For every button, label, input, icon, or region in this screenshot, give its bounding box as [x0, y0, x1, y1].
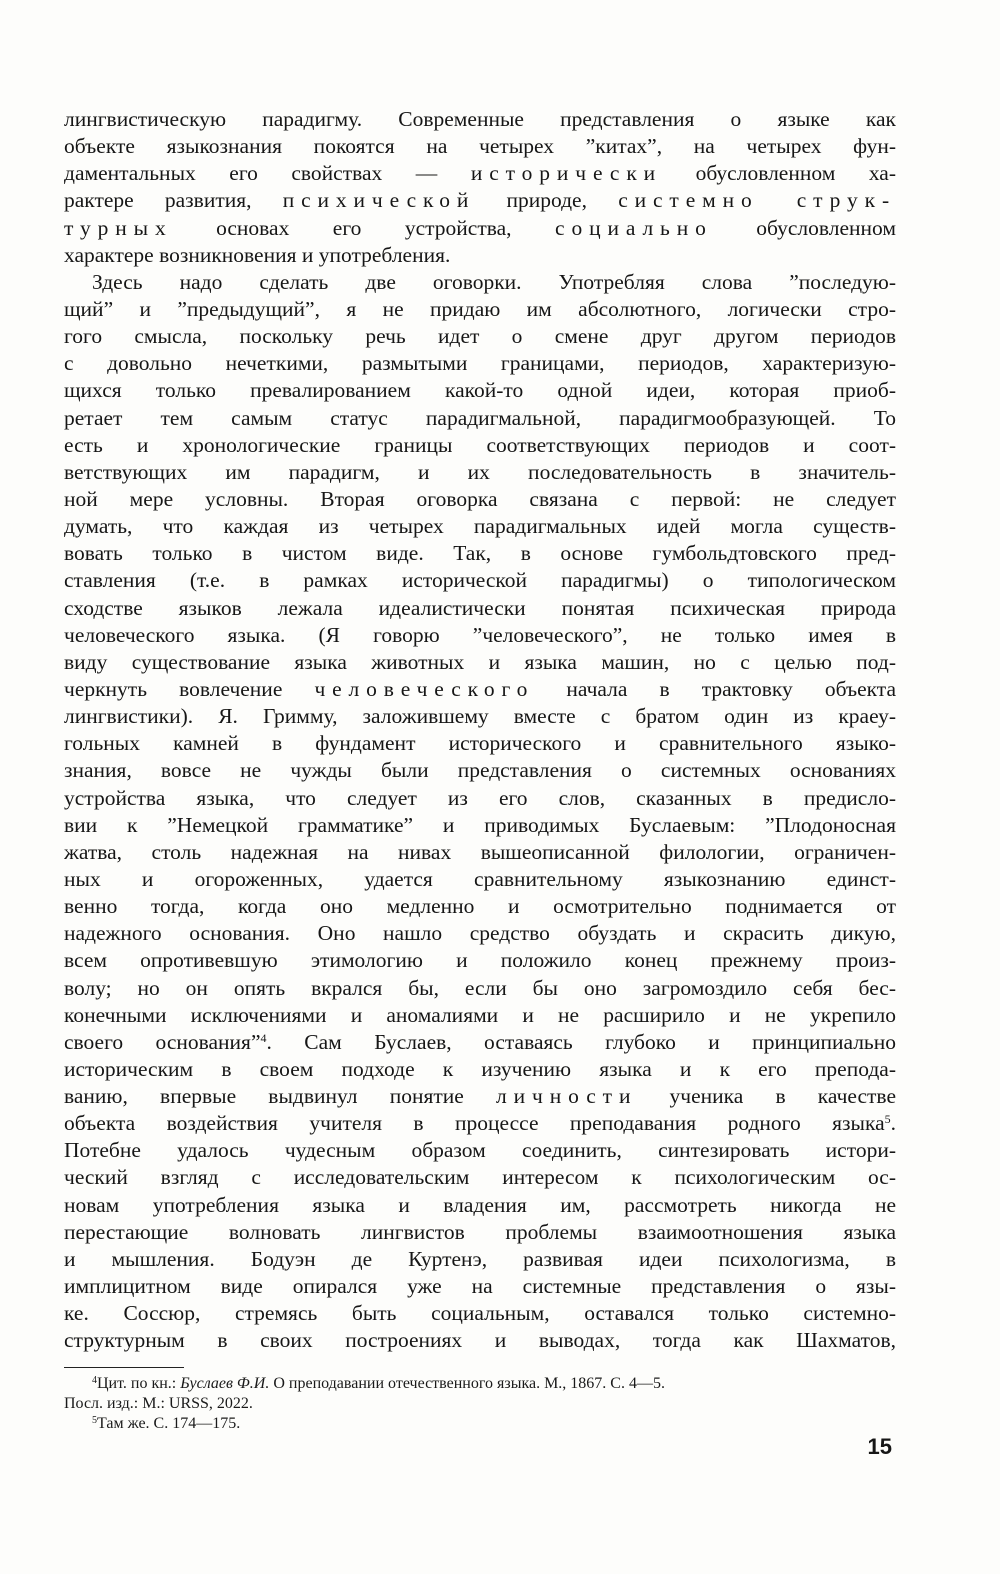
text-line: щихся только превалированием какой-то одной идеи, которая приоб-: [64, 378, 896, 403]
spaced-emphasis: личности: [496, 1084, 638, 1109]
footnote-ref-5[interactable]: 5: [884, 1112, 891, 1127]
text-line: волу; но он опять вкрался бы, если бы оно загромоздило себя бес-: [64, 975, 896, 1000]
footnote-ref-4[interactable]: 4: [260, 1030, 267, 1045]
text-line: виду существование языка животных и языка машин, но с целью под-: [64, 649, 896, 674]
text-line: есть и хронологические границы соответствующих периодов и соот-: [64, 432, 896, 457]
text-line: ставления (т.е. в рамках исторической парадигмы) о типологическом: [64, 568, 896, 593]
text-line: всем опротивевшую этимологию и положило конец прежнему произ-: [64, 948, 896, 973]
text-line: ветствующих им парадигм, и их последовательность в значитель-: [64, 459, 896, 484]
text-line: историческим в своем подходе к изучению языка и к его препода-: [64, 1056, 896, 1081]
footnote-5: $^5$Там же. С. 174—175.: [92, 1415, 241, 1432]
text-line: объекте языкознания покоятся на четырех ”китах”, на четырех фун-: [64, 134, 896, 159]
text-line: ретает тем самым статус парадигмальной, парадигмообразующей. То: [64, 405, 896, 430]
text-line: структурным в своих построениях и выводах, тогда как Шахматов,: [64, 1328, 896, 1353]
text-line: своего основания”$^4$. Сам Буслаев, оставаясь глубоко и принципиально: [64, 1029, 896, 1054]
text-line: щий” и ”предыдущий”, я не придаю им абсолютного, логически стро-: [64, 296, 896, 321]
text-line: и мышления. Бодуэн де Куртенэ, развивая идеи психологизма, в: [64, 1246, 896, 1271]
text-line: Здесь надо сделать две оговорки. Употребляя слова ”последую-: [92, 269, 896, 294]
page-number: 15: [867, 1434, 892, 1459]
text-line: сходстве языков лежала идеалистически понятая психическая природа: [64, 595, 896, 620]
spaced-emphasis: психической: [282, 188, 476, 213]
text-line: ной мере условны. Вторая оговорка связана с первой: не следует: [64, 486, 896, 511]
footnote-divider: [64, 1367, 184, 1368]
text-line: рактере развития, психической природе, системно струк-: [64, 188, 896, 213]
text-line: Потебне удалось чудесным образом соединить, синтезировать истори-: [64, 1138, 896, 1163]
text-line: с довольно нечеткими, размытыми границами, периодов, характеризую-: [64, 351, 896, 376]
footnotes: [64, 1374, 896, 1434]
text-line: надежного основания. Оно нашло средство обуздать и скрасить дикую,: [64, 921, 896, 946]
text-line: лингвистическую парадигму. Современные представления о языке как: [64, 107, 896, 131]
spaced-emphasis: системно струк-: [618, 188, 896, 213]
text-line: венно тогда, когда оно медленно и осмотрительно поднимается от: [64, 894, 896, 919]
text-line: характере возникновения и употребления.: [64, 242, 451, 267]
body-text: [64, 106, 896, 1354]
text-line: объекта воздействия учителя в процессе преподавания родного языка$^5$.: [64, 1111, 896, 1136]
text-line: жатва, столь надежная на нивах вышеописанной филологии, ограничен-: [64, 839, 896, 864]
text-line: турных основах его устройства, социально обусловленном: [64, 215, 896, 240]
spaced-emphasis: турных: [64, 215, 173, 240]
text-line: вии к ”Немецкой грамматике” и приводимых Буслаевым: ”Плодоносная: [64, 812, 896, 837]
footnote-4-continuation: Посл. изд.: М.: URSS, 2022.: [64, 1395, 253, 1412]
spaced-emphasis: социально: [555, 215, 713, 240]
spaced-emphasis: исторически: [470, 161, 663, 186]
text-line: ванию, впервые выдвинул понятие личности ученика в качестве: [64, 1084, 896, 1109]
text-line: конечными исключениями и аномалиями и не расширило и не укрепило: [64, 1002, 896, 1027]
text-line: ческий взгляд с исследовательским интересом к психологическим ос-: [64, 1165, 896, 1190]
text-line: даментальных его свойствах — исторически обусловленном ха-: [64, 161, 896, 186]
text-line: вовать только в чистом виде. Так, в основе гумбольдтовского пред-: [64, 541, 896, 566]
text-line: ке. Соссюр, стремясь быть социальным, оставался только системно-: [64, 1301, 896, 1326]
text-line: устройства языка, что следует из его слов, сказанных в предисло-: [64, 785, 896, 810]
spaced-emphasis: человеческого: [314, 676, 535, 701]
text-line: знания, вовсе не чужды были представления о системных основаниях: [64, 758, 896, 783]
text-line: ных и огороженных, удается сравнительному языкознанию единст-: [64, 866, 896, 891]
text-line: человеческого языка. (Я говорю ”человеческого”, не только имея в: [64, 622, 896, 647]
footnote-author: Буслаев Ф.И.: [180, 1375, 270, 1392]
text-line: гольных камней в фундамент исторического и сравнительного языко-: [64, 731, 896, 756]
text-line: гого смысла, поскольку речь идет о смене друг другом периодов: [64, 324, 896, 349]
text-line: новам употребления языка и владения им, рассмотреть никогда не: [64, 1192, 896, 1217]
text-line: черкнуть вовлечение человеческого начала в трактовку объекта: [64, 676, 896, 701]
text-line: имплицитном виде опирался уже на системные представления о язы-: [64, 1274, 896, 1299]
footnote-4: $^4$Цит. по кн.: Буслаев Ф.И. О преподавании отечественного языка. М., 1867. С. 4—5.: [92, 1375, 665, 1392]
text-line: лингвистики). Я. Гримму, заложившему вместе с братом один из краеу-: [64, 704, 896, 729]
text-line: думать, что каждая из четырех парадигмальных идей могла существ-: [64, 514, 896, 539]
text-line: перестающие волновать лингвистов проблемы взаимоотношения языка: [64, 1219, 896, 1244]
